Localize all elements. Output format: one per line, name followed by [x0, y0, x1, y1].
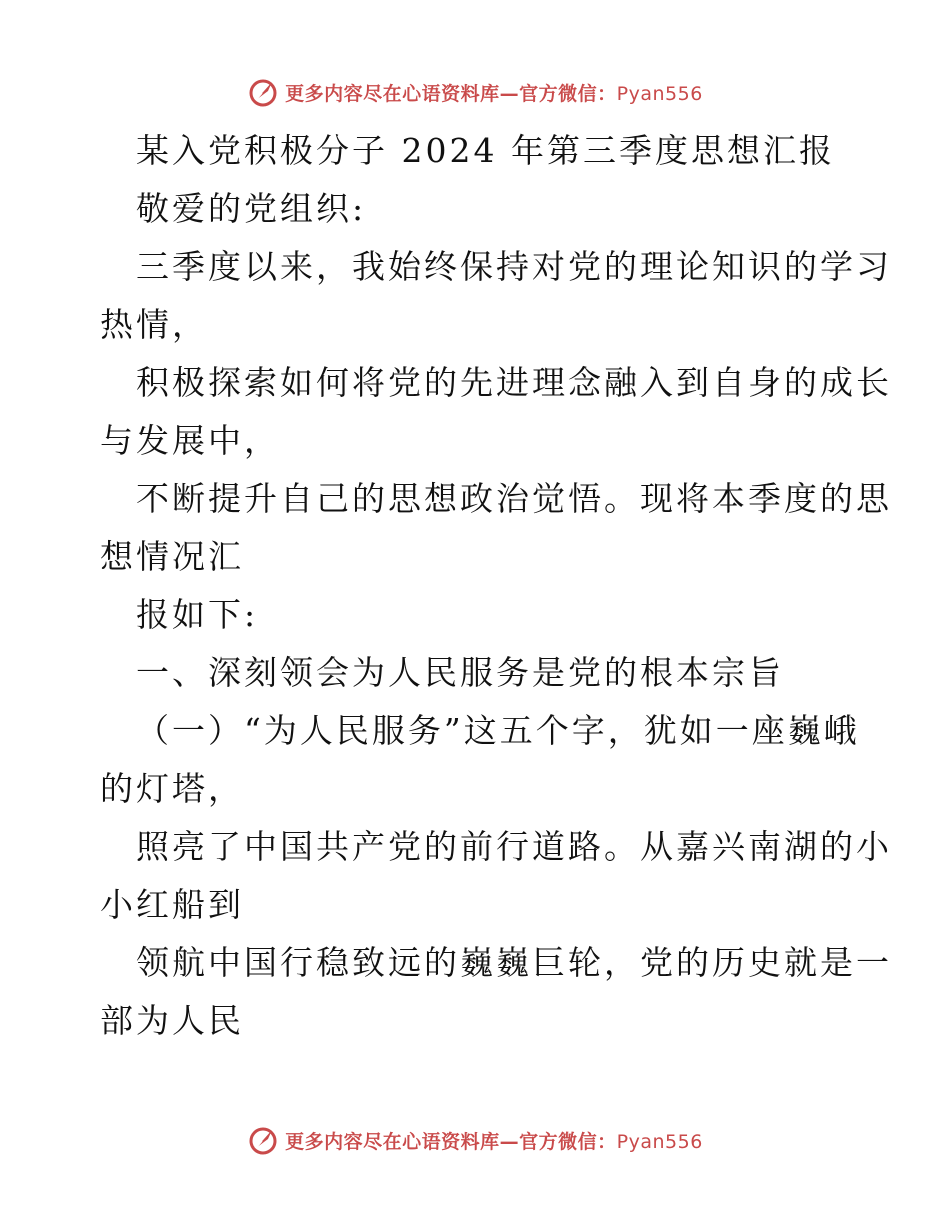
- watermark-text: 更多内容尽在心语资料库—官方微信：Pyan556: [285, 1130, 703, 1153]
- paragraph-line: 报如下:: [136, 595, 259, 634]
- paragraph-line: 小红船到: [100, 885, 244, 924]
- paragraph-line: 积极探索如何将党的先进理念融入到自身的成长: [136, 363, 892, 402]
- document-body: [100, 122, 892, 1050]
- quill-logo-icon: [247, 76, 279, 108]
- watermark-header: [0, 72, 950, 112]
- document-title: 某入党积极分子 2024 年第三季度思想汇报: [136, 131, 835, 170]
- paragraph-line: 与发展中，: [100, 421, 280, 460]
- paragraph-line: 部为人民: [100, 1001, 244, 1040]
- paragraph-line: 三季度以来，我始终保持对党的理论知识的学习: [136, 247, 892, 286]
- paragraph-line: 照亮了中国共产党的前行道路。从嘉兴南湖的小: [136, 827, 892, 866]
- paragraph-line: （一）“为人民服务”这五个字，犹如一座巍峨: [136, 711, 860, 750]
- quill-logo-icon: [247, 1124, 279, 1156]
- paragraph-line: 热情，: [100, 305, 208, 344]
- salutation: 敬爱的党组织:: [136, 189, 367, 228]
- paragraph-line: 领航中国行稳致远的巍巍巨轮，党的历史就是一: [136, 943, 892, 982]
- watermark-text: 更多内容尽在心语资料库—官方微信：Pyan556: [285, 82, 703, 105]
- paragraph-line: 想情况汇: [100, 537, 244, 576]
- paragraph-line: 不断提升自己的思想政治觉悟。现将本季度的思: [136, 479, 892, 518]
- paragraph-line: 的灯塔，: [100, 769, 244, 808]
- section-heading: 一、深刻领会为人民服务是党的根本宗旨: [136, 653, 784, 692]
- watermark-footer: [0, 1120, 950, 1160]
